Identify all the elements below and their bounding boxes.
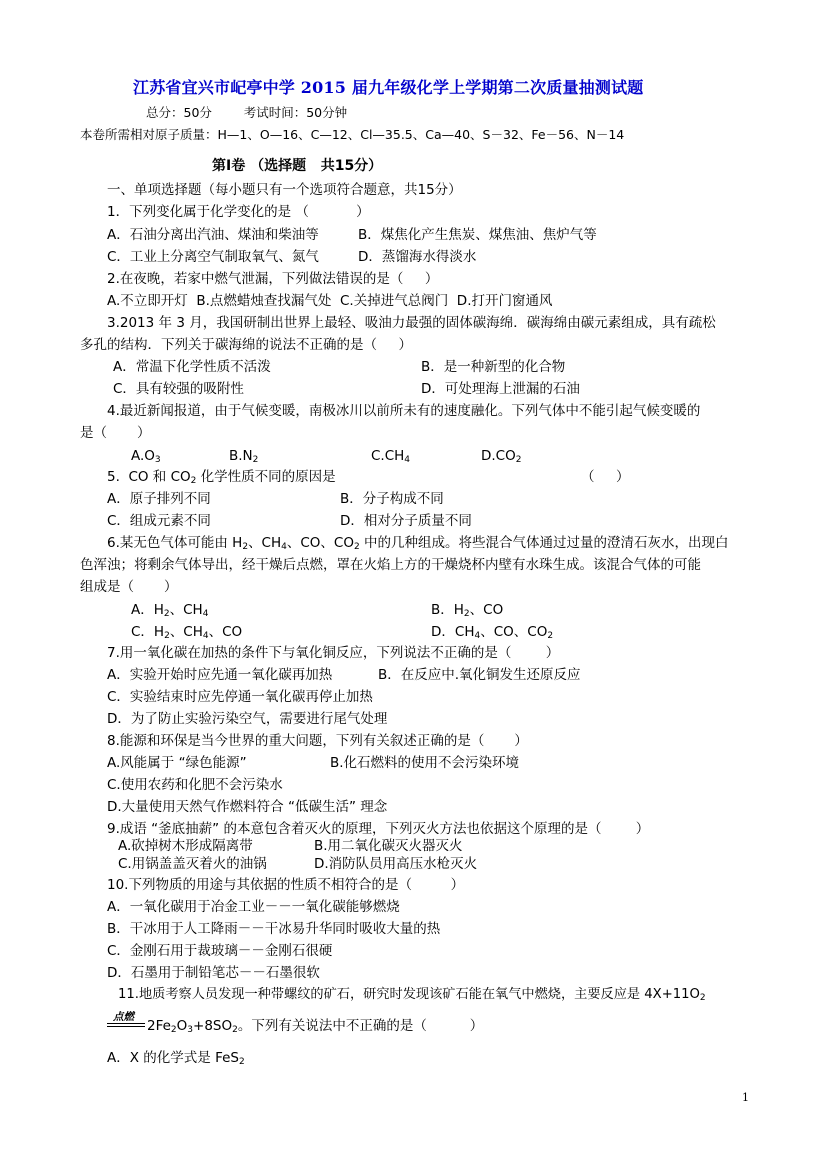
q11-option-a: A．X 的化学式是 FeS$_2$	[107, 1050, 245, 1067]
q5-stem: 5. CO 和 $CO_2$ 化学性质不同的原因是	[107, 469, 336, 486]
q9-option-d: D.消防队员用高压水枪灭火	[314, 856, 478, 872]
q5-option-d: D．相对分子质量不同	[340, 513, 472, 529]
q10-option-c: C．金刚石用于裁玻璃－－金刚石很硬	[107, 943, 333, 959]
q3-option-a: A．常温下化学性质不活泼	[113, 359, 271, 375]
q10-stem: 10.下列物质的用途与其依据的性质不相符合的是（ ）	[107, 877, 465, 893]
q4-stem-line1: 4.最近新闻报道，由于气候变暖，南极冰川以前所未有的速度融化。下列气体中不能引起气候变暖的	[107, 403, 701, 419]
q2-options: A.不立即开灯 B.点燃蜡烛查找漏气处 C.关掉进气总阀门 D.打开门窗通风	[107, 293, 553, 309]
q6-option-d: D．$CH_4$、CO、$CO_2$	[431, 624, 554, 641]
q9-option-a: A.砍掉树木形成隔离带	[118, 838, 253, 854]
q9-option-c: C.用锅盖盖灭着火的油锅	[118, 856, 267, 872]
exam-meta: 总分：50分 考试时间：50分钟	[146, 105, 348, 120]
q5-answer-bracket: （ ）	[581, 469, 630, 485]
q7-option-c: C．实验结束时应先停通一氧化碳再停止加热	[107, 689, 373, 705]
q2-stem: 2.在夜晚，若家中燃气泄漏，下列做法错误的是（ ）	[107, 271, 439, 287]
q7-stem: 7.用一氧化碳在加热的条件下与氧化铜反应，下列说法不正确的是（ ）	[107, 645, 560, 661]
q11-stem-line1: 11.地质考察人员发现一种带螺纹的矿石，研究时发现该矿石能在氧气中燃烧，主要反应是 $4X+11O_2$	[118, 987, 706, 1003]
q4-option-c: $C.CH_4$	[371, 448, 411, 465]
q8-stem: 8.能源和环保是当今世界的重大问题，下列有关叙述正确的是（ ）	[107, 733, 528, 749]
q6-option-a: A．$H_2$、$CH_4$	[131, 602, 209, 619]
q1-option-d: D．蒸馏海水得淡水	[358, 249, 477, 265]
q6-stem-line1: 6.某无色气体可能由 $H_2$、$CH_4$、CO、$CO_2$ 中的几种组成。将些混合气体通过过量的澄清石灰水，出现白	[107, 535, 729, 552]
q11-stem-line2: $2Fe_2O_3+8SO_2$。下列有关说法中不正确的是（ ）	[147, 1018, 484, 1035]
q5-option-c: C．组成元素不同	[107, 513, 211, 529]
q8-option-c: C.使用农药和化肥不会污染水	[107, 777, 283, 793]
q6-option-b: B．$H_2$、CO	[431, 602, 504, 619]
q6-option-c: C．$H_2$、$CH_4$、CO	[131, 624, 243, 641]
q3-stem-line1: 3.2013 年 3 月，我国研制出世界上最轻、吸油力最强的固体碳海绵．碳海绵由碳元素组成，具有疏松	[107, 315, 716, 331]
q8-option-a: A.风能属于 “绿色能源”	[107, 755, 247, 771]
q1-option-a: A．石油分离出汽油、煤油和柴油等	[107, 227, 319, 243]
q4-option-b: $B.N_2$	[229, 448, 259, 465]
atomic-mass-line: 本卷所需相对原子质量：H—1、O—16、C—12、Cl—35.5、Ca—40、S－32、Fe－56、N－14	[80, 127, 625, 142]
reaction-condition-ignite: 点燃	[113, 1011, 134, 1023]
reaction-arrow-line-bottom	[107, 1026, 145, 1027]
q3-option-b: B．是一种新型的化合物	[421, 359, 566, 375]
q10-option-a: A．一氧化碳用于冶金工业－－一氧化碳能够燃烧	[107, 899, 400, 915]
q4-stem-line2: 是（ ）	[80, 425, 151, 441]
q1-option-b: B．煤焦化产生焦炭、煤焦油、焦炉气等	[358, 227, 597, 243]
q3-option-c: C．具有较强的吸附性	[113, 381, 244, 397]
q5-option-b: B．分子构成不同	[340, 491, 444, 507]
reaction-arrow-line-top	[107, 1023, 145, 1024]
section-title: 第Ⅰ卷 （选择题 共15分）	[212, 158, 383, 174]
q6-stem-line3: 组成是（ ）	[80, 579, 178, 595]
q3-stem-line2: 多孔的结构．下列关于碳海绵的说法不正确的是（ ）	[80, 337, 412, 353]
q10-option-d: D．石墨用于制铅笔芯－－石墨很软	[107, 965, 320, 981]
q8-option-d: D.大量使用天然气作燃料符合 “低碳生活” 理念	[107, 799, 388, 815]
q6-stem-line2: 色浑浊；将剩余气体导出，经干燥后点燃，罩在火焰上方的干燥烧杯内壁有水珠生成。该混合气体的可能	[80, 557, 701, 573]
q7-option-d: D．为了防止实验污染空气，需要进行尾气处理	[107, 711, 388, 727]
q9-option-b: B.用二氧化碳灭火器灭火	[314, 838, 463, 854]
section-instructions: 一、单项选择题（每小题只有一个选项符合题意，共15分）	[107, 182, 462, 198]
q7-option-b: B．在反应中.氧化铜发生还原反应	[378, 667, 581, 683]
q5-option-a: A．原子排列不同	[107, 491, 211, 507]
q10-option-b: B．干冰用于人工降雨－－干冰易升华同时吸收大量的热	[107, 921, 441, 937]
page-number: 1	[742, 1091, 749, 1104]
q7-option-a: A．实验开始时应先通一氧化碳再加热	[107, 667, 333, 683]
exam-title: 江苏省宜兴市屺亭中学 2015 届九年级化学上学期第二次质量抽测试题	[133, 78, 644, 97]
q4-option-d: $D.CO_2$	[481, 448, 522, 465]
q1-option-c: C．工业上分离空气制取氧气、氮气	[107, 249, 319, 265]
q8-option-b: B.化石燃料的使用不会污染环境	[330, 755, 520, 771]
q9-stem: 9.成语 “釜底抽薪” 的本意包含着灭火的原理，下列灭火方法也依据这个原理的是（ ）	[107, 821, 650, 837]
q4-option-a: $A.O_3$	[131, 448, 161, 465]
q1-stem: 1．下列变化属于化学变化的是 （ ）	[107, 204, 370, 220]
q3-option-d: D．可处理海上泄漏的石油	[421, 381, 580, 397]
